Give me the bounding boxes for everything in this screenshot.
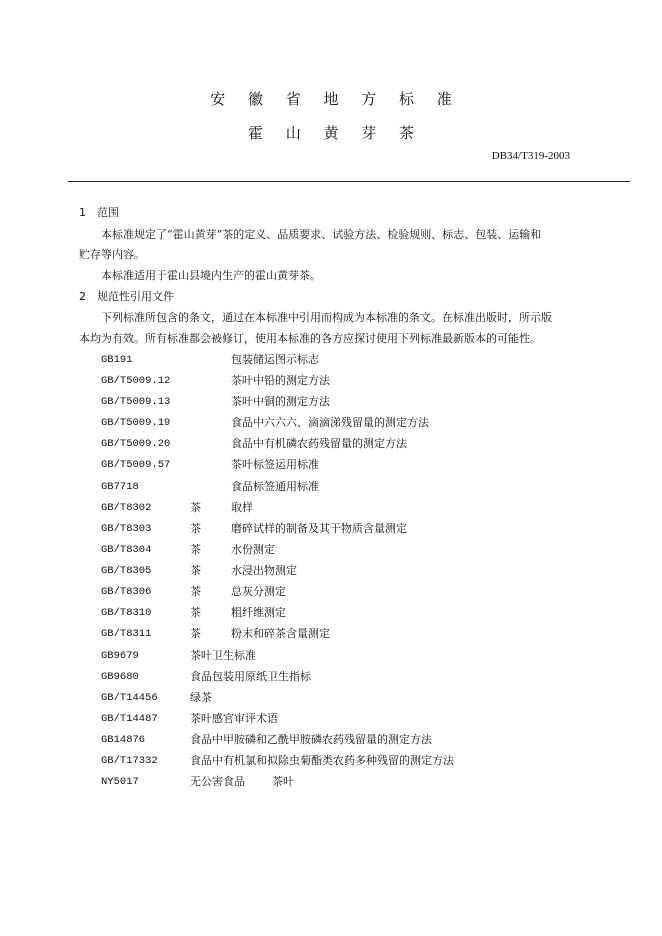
reference-code: NY5017 (101, 776, 139, 788)
section-2-paragraph-line: 下列标准所包含的条文，通过在本标准中引用而构成为本标准的条文。在标准出版时，所示版 (101, 311, 552, 324)
reference-title: 茶叶标签运用标准 (231, 458, 319, 471)
reference-code: GB/T8306 (101, 586, 152, 598)
reference-code: GB/T5009.20 (101, 438, 171, 450)
reference-title: 茶叶感官审评术语 (190, 712, 278, 725)
section-1-paragraph-line: 贮存等内容。 (79, 248, 145, 261)
section-2-paragraph-line: 本均为有效。所有标准都会被修订，使用本标准的各方应探讨使用下列标准最新版本的可能性。 (79, 332, 541, 345)
reference-title: 水份测定 (231, 543, 275, 556)
section-1-paragraph-line: 本标准规定了“霍山黄芽”茶的定义、品质要求、试验方法、检验规则、标志、包装、运输和 (101, 228, 542, 241)
reference-code: GB/T8302 (101, 502, 152, 514)
reference-title: 食品中有机磷农药残留量的测定方法 (231, 437, 407, 450)
standard-code: DB34/T319-2003 (491, 150, 570, 162)
reference-category: 茶 (190, 543, 201, 556)
reference-title: 取样 (231, 501, 253, 514)
section-2-heading: 规范性引用文件 (97, 290, 174, 303)
header-divider (68, 181, 630, 182)
reference-code: GB/T5009.13 (101, 396, 171, 408)
reference-title: 茶叶卫生标准 (190, 649, 256, 662)
reference-code: GB/T5009.12 (101, 375, 171, 387)
reference-code: GB/T14456 (101, 692, 158, 704)
reference-code: GB/T8304 (101, 544, 152, 556)
reference-title: 磨碎试样的制备及其干物质含量测定 (231, 522, 407, 535)
reference-code: GB/T8305 (101, 565, 152, 577)
section-1-paragraph: 本标准适用于霍山县境内生产的霍山黄芽茶。 (101, 269, 321, 282)
document-title-authority: 安 徽 省 地 方 标 准 (210, 90, 461, 108)
reference-title: 食品中有机氯和拟除虫菊酯类农药多种残留的测定方法 (190, 754, 454, 767)
section-2-number: 2 (79, 290, 86, 303)
reference-title: 粗纤维测定 (231, 606, 286, 619)
reference-code: GB7718 (101, 481, 139, 493)
reference-code: GB14876 (101, 734, 146, 746)
reference-category: 茶 (190, 627, 201, 640)
reference-title: 茶叶中铜的测定方法 (231, 395, 330, 408)
reference-code: GB191 (101, 354, 133, 366)
reference-code: GB9679 (101, 650, 139, 662)
reference-category: 茶 (190, 501, 201, 514)
reference-code: GB/T5009.57 (101, 459, 171, 471)
reference-code: GB/T8311 (101, 628, 152, 640)
reference-code: GB/T17332 (101, 755, 158, 767)
reference-title: 食品包装用原纸卫生指标 (190, 670, 311, 683)
reference-category: 茶 (190, 564, 201, 577)
reference-title: 粉末和碎茶含量测定 (231, 627, 330, 640)
reference-title: 食品标签通用标准 (231, 480, 319, 493)
reference-code: GB9680 (101, 671, 139, 683)
reference-title: 茶叶中铅的测定方法 (231, 374, 330, 387)
reference-category: 茶 (190, 606, 201, 619)
reference-title: 绿茶 (190, 691, 212, 704)
document-title: 霍 山 黄 芽 茶 (247, 124, 424, 142)
reference-code: GB/T14487 (101, 713, 158, 725)
reference-title: 包装储运图示标志 (231, 353, 319, 366)
reference-code: GB/T8303 (101, 523, 152, 535)
reference-category: 无公害食品 (190, 775, 245, 788)
reference-code: GB/T5009.19 (101, 417, 171, 429)
reference-title: 食品中六六六、滴滴涕残留量的测定方法 (231, 416, 429, 429)
reference-title: 总灰分测定 (231, 585, 286, 598)
section-1-heading: 范围 (97, 206, 119, 219)
section-1-number: 1 (79, 206, 86, 219)
reference-category: 茶 (190, 585, 201, 598)
reference-title: 水浸出物测定 (231, 564, 297, 577)
reference-code: GB/T8310 (101, 607, 152, 619)
reference-category: 茶 (190, 522, 201, 535)
reference-title: 茶叶 (272, 775, 294, 788)
reference-title: 食品中甲胺磷和乙酰甲胺磷农药残留量的测定方法 (190, 733, 432, 746)
